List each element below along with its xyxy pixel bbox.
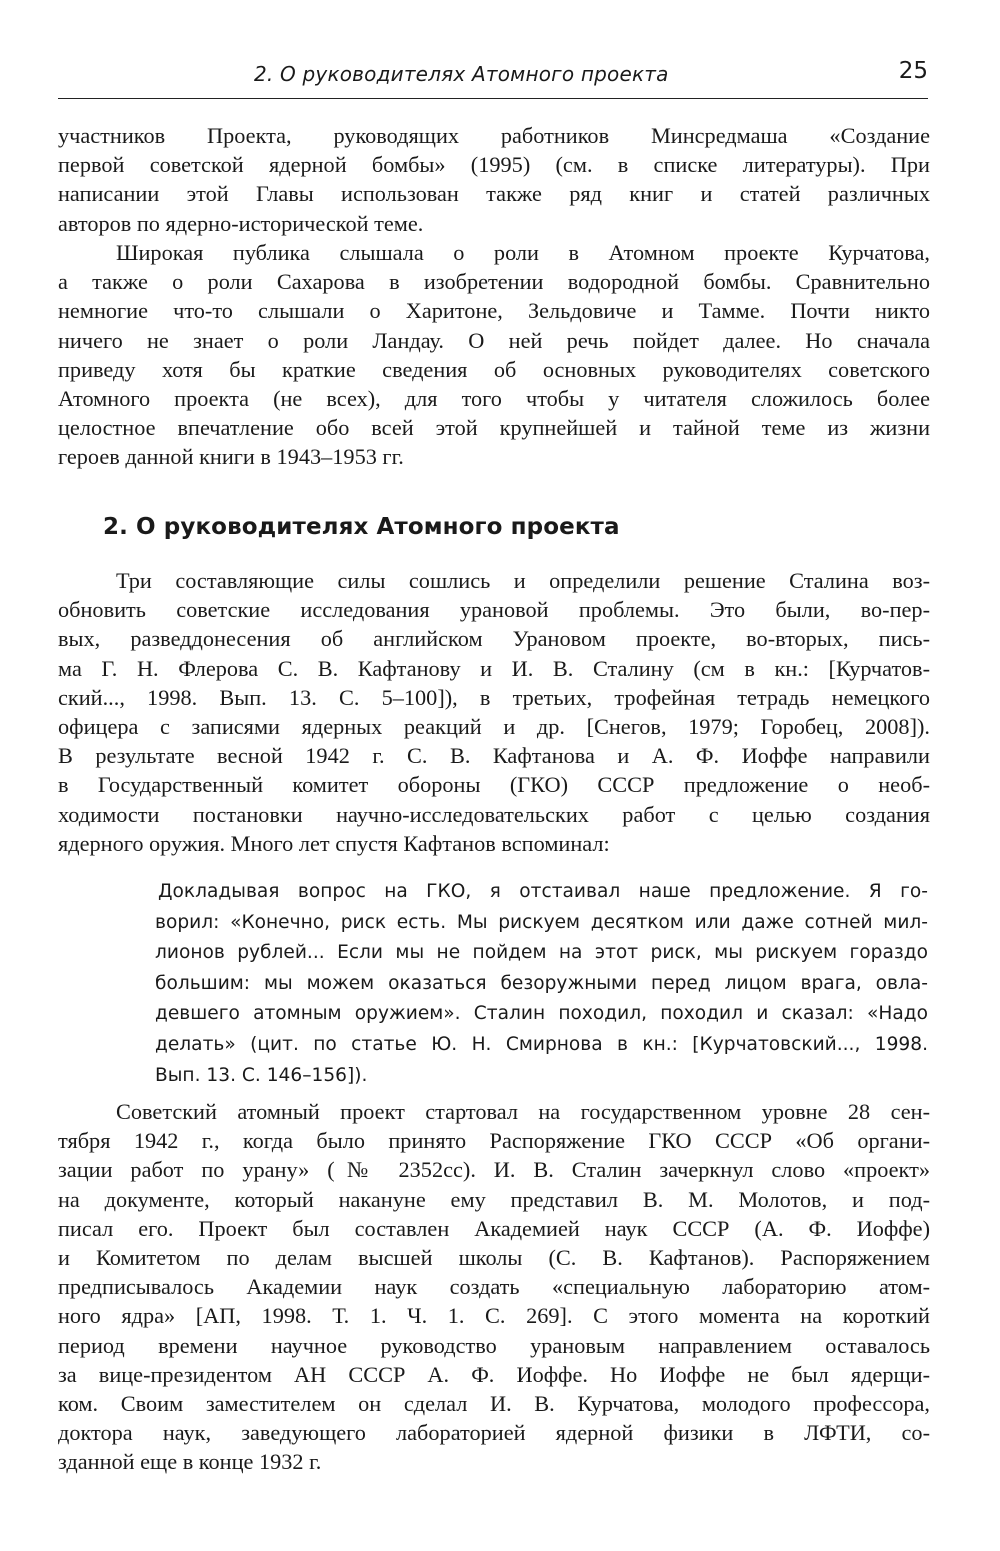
block-quote — [155, 877, 928, 1091]
paragraph-three-forces — [58, 566, 930, 858]
page-number: 25 — [898, 58, 928, 84]
quote-line: большим: мы можем оказаться безоружными перед лицом врага, овла- — [155, 972, 928, 994]
text-line: писал его. Проект был составлен Академией наук СССР (А. Ф. Иоффе) — [58, 1215, 930, 1241]
text-line: ничего не знает о роли Ландау. О ней речь пойдет далее. Но сначала — [58, 327, 930, 353]
quote-line: лионов рублей... Если мы не пойдем на этот риск, мы рискуем гораздо — [155, 942, 928, 964]
quote-line: Докладывая вопрос на ГКО, я отстаивал наше предложение. Я го- — [158, 881, 928, 902]
quote-line: ворил: «Конечно, риск есть. Мы рискуем десятком или даже сотней мил- — [155, 911, 928, 933]
text-line: доктора наук, заведующего лабораторией ядерной физики в ЛФТИ, со- — [58, 1420, 930, 1446]
text-line: тября 1942 г., когда было принято Распоряжение ГКО СССР «Об органи- — [58, 1128, 930, 1154]
text-line: период времени научное руководство урановым направлением оставалось — [58, 1332, 930, 1358]
text-line: первой советской ядерной бомбы» (1995) (см. в списке литературы). При — [58, 152, 930, 178]
paragraph-project-start — [58, 1097, 930, 1477]
text-line: Советский атомный проект стартовал на государственном уровне 28 сен- — [116, 1099, 930, 1124]
text-line: в Государственный комитет обороны (ГКО) СССР предложение о необ- — [58, 772, 930, 798]
text-line: ком. Своим заместителем он сделал И. В. Курчатова, молодого профессора, — [58, 1391, 930, 1417]
text-line: и Комитетом по делам высшей школы (С. В. Кафтанов). Распоряжением — [58, 1245, 930, 1271]
running-header — [58, 56, 928, 99]
text-line: вых, разведдонесения об английском Урановом проекте, во-вторых, пись- — [58, 626, 930, 652]
text-line: ядерного оружия. Много лет спустя Кафтанов вспоминал: — [58, 830, 610, 856]
quote-line: девшего атомным оружием». Сталин походил, походил и сказал: «Надо — [155, 1003, 928, 1025]
quote-line: делать» (цит. по статье Ю. Н. Смирнова в кн.: [Курчатовский..., 1998. — [155, 1033, 928, 1055]
running-title: 2. О руководителях Атомного проекта — [254, 62, 669, 86]
text-line: Широкая публика слышала о роли в Атомном проекте Курчатова, — [116, 240, 930, 265]
paragraph-continued — [58, 121, 930, 238]
text-line: ходимости постановки научно-исследовательских работ с целью создания — [58, 801, 930, 827]
text-line: героев данной книги в 1943–1953 гг. — [58, 444, 404, 470]
section-heading: 2. О руководителях Атомного проекта — [103, 514, 620, 540]
text-line: обновить советские исследования урановой проблемы. Это были, во-пер- — [58, 597, 930, 623]
text-line: целостное впечатление обо всей этой крупнейшей и тайной теме из жизни — [58, 415, 930, 441]
text-line: авторов по ядерно-исторической теме. — [58, 210, 424, 236]
text-line: ский..., 1998. Вып. 13. С. 5–100]), в третьих, трофейная тетрадь немецкого — [58, 684, 930, 710]
text-line: ма Г. Н. Флерова С. В. Кафтанову и И. В. Сталину (см в кн.: [Курчатов- — [58, 655, 930, 681]
text-line: зданной еще в конце 1932 г. — [58, 1449, 322, 1475]
text-line: участников Проекта, руководящих работников Минсредмаша «Создание — [58, 123, 930, 148]
text-line: Атомного проекта (не всех), для того чтобы у читателя сложилось более — [58, 386, 930, 412]
text-line: зации работ по урану» (№ 2352сс). И. В. Сталин зачеркнул слово «проект» — [58, 1157, 930, 1183]
text-line: написании этой Главы использован также ряд книг и статей различных — [58, 181, 930, 207]
text-line: за вице-президентом АН СССР А. Ф. Иоффе. Но Иоффе не был ядерщи- — [58, 1361, 930, 1387]
paragraph-public-awareness — [58, 238, 930, 472]
text-line: предписывалось Академии наук создать «специальную лабораторию атом- — [58, 1274, 930, 1300]
text-line: немногие что-то слышали о Харитоне, Зельдовиче и Тамме. Почти никто — [58, 298, 930, 324]
text-line: на документе, который накануне ему представил В. М. Молотов, и под- — [58, 1186, 930, 1212]
text-line: ного ядра» [АП, 1998. Т. 1. Ч. 1. С. 269]. С этого момента на короткий — [58, 1303, 930, 1329]
text-line: офицера с записями ядерных реакций и др. [Снегов, 1979; Горобец, 2008]). — [58, 714, 930, 740]
text-line: В результате весной 1942 г. С. В. Кафтанова и А. Ф. Иоффе направили — [58, 743, 930, 769]
text-line: приведу хотя бы краткие сведения об основных руководителях советского — [58, 356, 930, 382]
text-line: а также о роли Сахарова в изобретении водородной бомбы. Сравнительно — [58, 269, 930, 295]
text-line: Три составляющие силы сошлись и определили решение Сталина воз- — [116, 568, 930, 593]
quote-line: Вып. 13. С. 146–156]). — [155, 1064, 368, 1086]
